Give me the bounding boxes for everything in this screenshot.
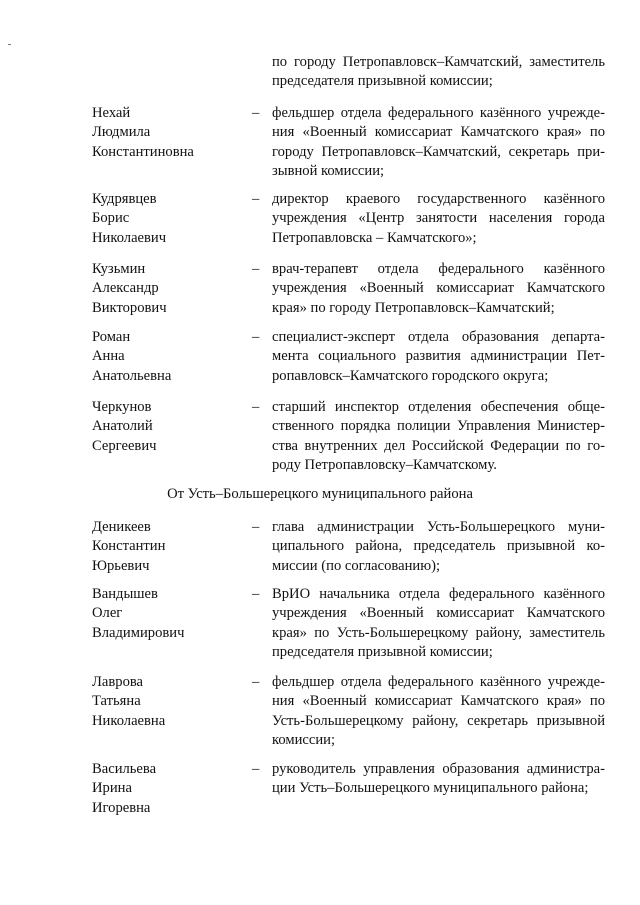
- position-line: мента социального развития администрации Пет-: [272, 348, 605, 365]
- member-patronymic: Владимирович: [92, 624, 185, 641]
- position-line: ния «Военный комиссариат Камчатского края» по: [272, 124, 605, 141]
- member-patronymic: Игоревна: [92, 799, 151, 816]
- position-line: ции Усть–Большерецкого муниципального района;: [272, 780, 589, 797]
- member-name: [92, 104, 242, 162]
- entry-dash: –: [252, 519, 260, 535]
- member-first-name: Ирина: [92, 780, 132, 797]
- member-first-name: Татьяна: [92, 693, 141, 710]
- position-line: глава администрации Усть-Большерецкого муни-: [272, 519, 605, 535]
- entry-dash: –: [252, 261, 260, 277]
- section-heading: От Усть–Большерецкого муниципального района: [167, 486, 473, 502]
- member-position: [272, 260, 605, 318]
- member-name: [92, 260, 242, 318]
- member-position: [272, 673, 605, 750]
- position-line: края» по Усть-Большерецкому району, заместитель: [272, 624, 605, 641]
- entry-dash: –: [252, 329, 260, 345]
- intro-line: по городу Петропавловск–Камчатский, заместитель: [272, 54, 605, 70]
- member-name: [92, 518, 242, 576]
- member-position: [272, 398, 605, 475]
- position-line: ния «Военный комиссариат Камчатского края» по: [272, 693, 605, 710]
- member-first-name: Анна: [92, 348, 125, 365]
- position-line: ства внутренних дел Российской Федерации по го-: [272, 437, 605, 454]
- member-name: [92, 585, 242, 643]
- member-position: [272, 104, 605, 181]
- member-surname: Кузьмин: [92, 261, 146, 277]
- member-name: [92, 398, 242, 456]
- position-line: ропавловск–Камчатского городского округа;: [272, 367, 549, 384]
- member-surname: Нехай: [92, 105, 131, 121]
- position-line: руководитель управления образования администра-: [272, 761, 605, 777]
- member-patronymic: Викторович: [92, 299, 167, 316]
- member-position: [272, 760, 605, 799]
- entry-dash: –: [252, 399, 260, 415]
- member-first-name: Олег: [92, 605, 123, 622]
- position-line: директор краевого государственного казённого: [272, 191, 605, 207]
- member-name: [92, 673, 242, 731]
- member-surname: Кудрявцев: [92, 191, 157, 207]
- intro-text: [272, 53, 605, 92]
- position-line: Петропавловска – Камчатского»;: [272, 229, 477, 246]
- member-position: [272, 518, 605, 576]
- member-patronymic: Николаевна: [92, 712, 166, 729]
- position-line: фельдшер отдела федерального казённого учрежде-: [272, 105, 605, 121]
- member-position: [272, 190, 605, 248]
- position-line: зывной комиссии;: [272, 162, 385, 179]
- member-first-name: Борис: [92, 210, 130, 227]
- member-surname: Васильева: [92, 761, 157, 777]
- member-first-name: Анатолий: [92, 418, 153, 435]
- member-first-name: Людмила: [92, 124, 151, 141]
- position-line: учреждения «Центр занятости населения города: [272, 210, 605, 227]
- position-line: врач-терапевт отдела федерального казённого: [272, 261, 605, 277]
- member-patronymic: Анатольевна: [92, 367, 172, 384]
- member-surname: Деникеев: [92, 519, 151, 535]
- page-margin-mark: [8, 44, 11, 45]
- member-surname: Роман: [92, 329, 131, 345]
- position-line: Усть-Большерецкому району, секретарь призывной: [272, 712, 605, 729]
- member-name: [92, 328, 242, 386]
- member-surname: Вандышев: [92, 586, 158, 602]
- member-position: [272, 328, 605, 386]
- position-line: учреждения «Военный комиссариат Камчатского: [272, 280, 605, 297]
- member-patronymic: Сергеевич: [92, 437, 157, 454]
- position-line: роду Петропавловску–Камчатскому.: [272, 456, 497, 473]
- member-first-name: Константин: [92, 538, 166, 555]
- entry-dash: –: [252, 761, 260, 777]
- member-name: [92, 760, 242, 818]
- position-line: председателя призывной комиссии;: [272, 643, 493, 660]
- position-line: ВрИО начальника отдела федерального казённого: [272, 586, 605, 602]
- entry-dash: –: [252, 105, 260, 121]
- position-line: миссии (по согласованию);: [272, 557, 441, 574]
- position-line: фельдшер отдела федерального казённого учрежде-: [272, 674, 605, 690]
- position-line: учреждения «Военный комиссариат Камчатского: [272, 605, 605, 622]
- member-patronymic: Юрьевич: [92, 557, 150, 574]
- position-line: специалист-эксперт отдела образования департа-: [272, 329, 605, 345]
- position-line: городу Петропавловск–Камчатский, секретарь при-: [272, 143, 605, 160]
- position-line: края» по городу Петропавловск–Камчатский;: [272, 299, 555, 316]
- position-line: старший инспектор отделения обеспечения обще-: [272, 399, 605, 415]
- position-line: ципального района, председатель призывной ко-: [272, 538, 605, 555]
- position-line: ственного порядка полиции Управления Министер-: [272, 418, 605, 435]
- entry-dash: –: [252, 674, 260, 690]
- member-first-name: Александр: [92, 280, 159, 297]
- member-surname: Черкунов: [92, 399, 152, 415]
- entry-dash: –: [252, 586, 260, 602]
- position-line: комиссии;: [272, 731, 336, 748]
- member-patronymic: Константиновна: [92, 143, 194, 160]
- intro-line: председателя призывной комиссии;: [272, 73, 493, 90]
- member-patronymic: Николаевич: [92, 229, 167, 246]
- member-surname: Лаврова: [92, 674, 144, 690]
- entry-dash: –: [252, 191, 260, 207]
- member-name: [92, 190, 242, 248]
- member-position: [272, 585, 605, 662]
